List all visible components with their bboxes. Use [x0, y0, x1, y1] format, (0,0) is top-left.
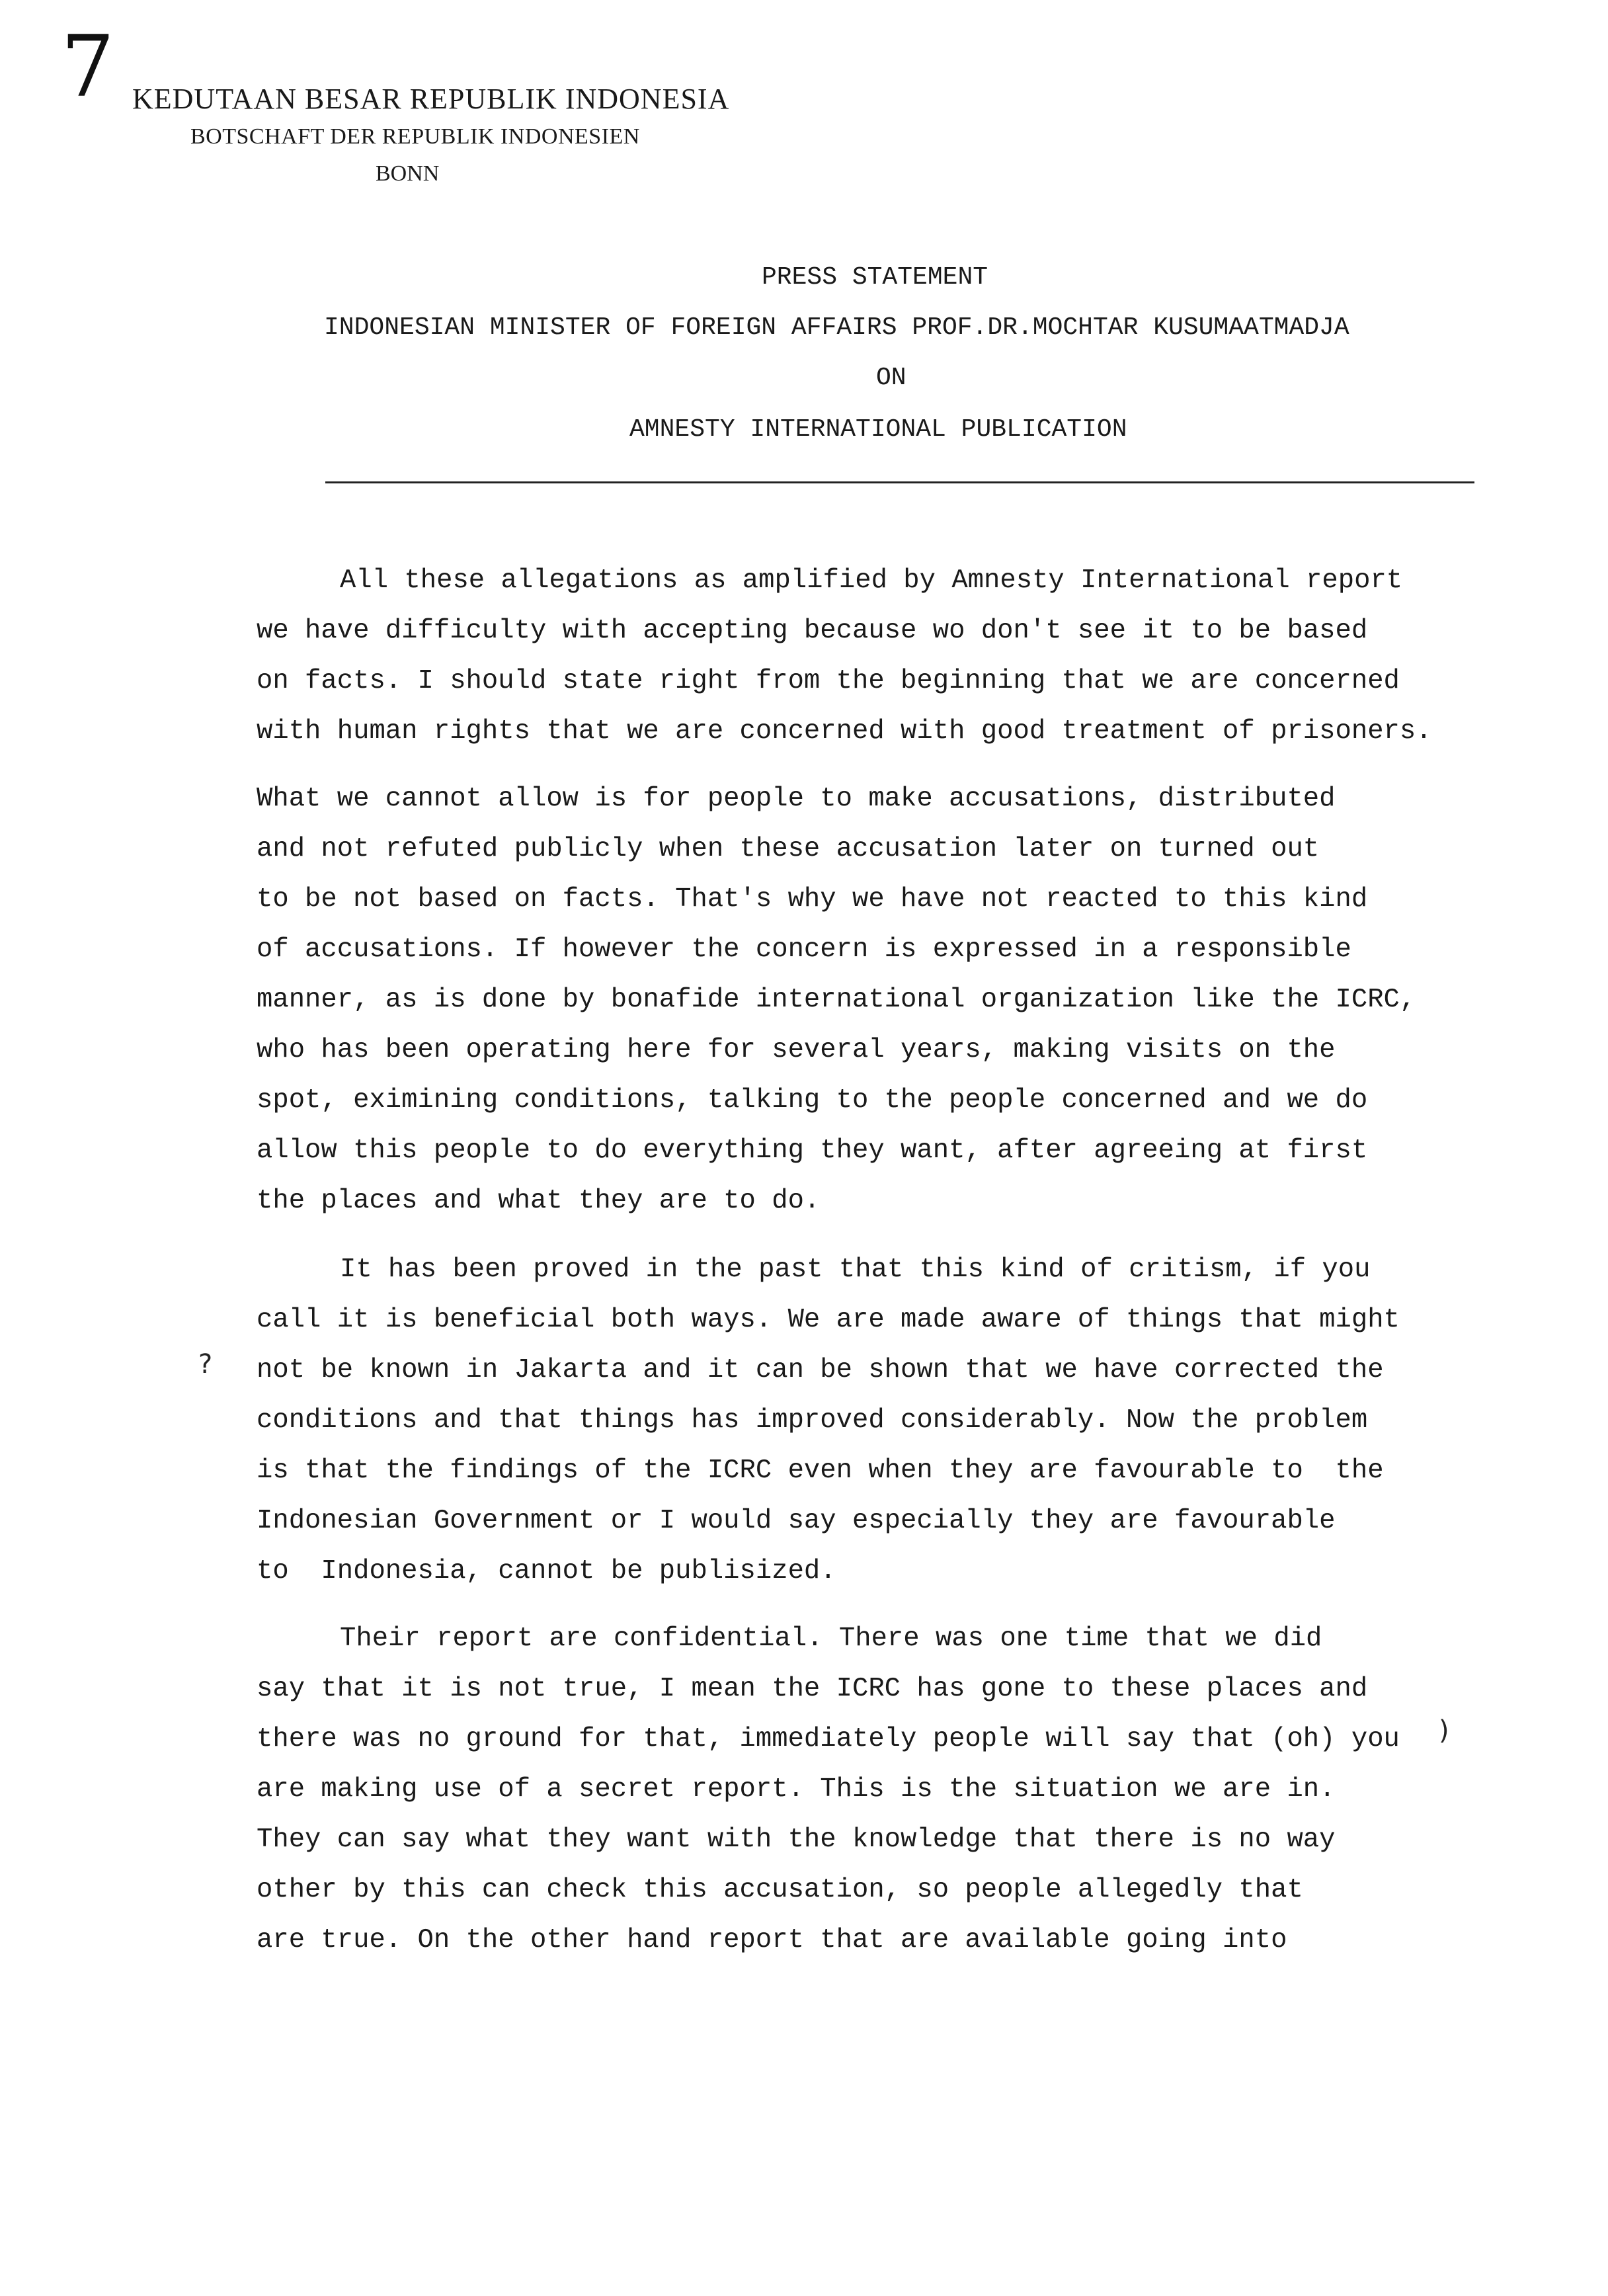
- body-line: other by this can check this accusation, so people allegedly that: [257, 1875, 1303, 1905]
- body-line: is that the findings of the ICRC even when they are favourable to the: [257, 1456, 1384, 1486]
- margin-paren-mark: ): [1439, 1715, 1449, 1746]
- body-line: allow this people to do everything they want, after agreeing at first: [257, 1135, 1368, 1166]
- body-line: What we cannot allow is for people to make accusations, distributed: [257, 784, 1336, 814]
- body-line: not be known in Jakarta and it can be shown that we have corrected the: [257, 1355, 1384, 1385]
- body-line: conditions and that things has improved considerably. Now the problem: [257, 1405, 1368, 1436]
- title-publication: AMNESTY INTERNATIONAL PUBLICATION: [629, 415, 1127, 444]
- body-line: on facts. I should state right from the beginning that we are concerned: [257, 666, 1400, 696]
- body-line: to Indonesia, cannot be publisized.: [257, 1556, 836, 1586]
- body-line: say that it is not true, I mean the ICRC has gone to these places and: [257, 1674, 1368, 1704]
- body-line: All these allegations as amplified by Amnesty International report: [340, 565, 1403, 596]
- body-line: who has been operating here for several years, making visits on the: [257, 1035, 1336, 1065]
- body-line: to be not based on facts. That's why we have not reacted to this kind: [257, 884, 1368, 915]
- body-line: Their report are confidential. There was one time that we did: [340, 1623, 1322, 1654]
- letterhead-line-1: KEDUTAAN BESAR REPUBLIK INDONESIA: [132, 83, 730, 115]
- body-line: It has been proved in the past that this kind of critism, if you: [340, 1254, 1371, 1285]
- handwritten-page-number: 7: [61, 18, 115, 116]
- title-underline-rule: [325, 481, 1474, 483]
- body-line: spot, eximining conditions, talking to the people concerned and we do: [257, 1085, 1368, 1116]
- body-line: the places and what they are to do.: [257, 1186, 821, 1216]
- body-line: They can say what they want with the knowledge that there is no way: [257, 1824, 1336, 1855]
- body-line: Indonesian Government or I would say especially they are favourable: [257, 1506, 1336, 1536]
- margin-question-mark: ?: [198, 1349, 213, 1379]
- letterhead-line-2: BOTSCHAFT DER REPUBLIK INDONESIEN: [190, 124, 640, 149]
- body-line: we have difficulty with accepting because wo don't see it to be based: [257, 616, 1368, 646]
- title-press-statement: PRESS STATEMENT: [762, 263, 988, 292]
- body-line: are true. On the other hand report that are available going into: [257, 1925, 1287, 1955]
- letterhead-line-3: BONN: [376, 161, 440, 186]
- body-line: with human rights that we are concerned with good treatment of prisoners.: [257, 716, 1432, 747]
- body-line: are making use of a secret report. This is the situation we are in.: [257, 1774, 1336, 1805]
- body-line: of accusations. If however the concern is expressed in a responsible: [257, 934, 1351, 965]
- body-line: manner, as is done by bonafide international organization like the ICRC,: [257, 985, 1416, 1015]
- body-line: there was no ground for that, immediately people will say that (oh) you: [257, 1724, 1400, 1754]
- title-minister: INDONESIAN MINISTER OF FOREIGN AFFAIRS PROF.DR.MOCHTAR KUSUMAATMADJA: [324, 313, 1349, 342]
- title-on: ON: [876, 364, 906, 392]
- body-line: call it is beneficial both ways. We are made aware of things that might: [257, 1305, 1400, 1335]
- body-line: and not refuted publicly when these accusation later on turned out: [257, 834, 1320, 864]
